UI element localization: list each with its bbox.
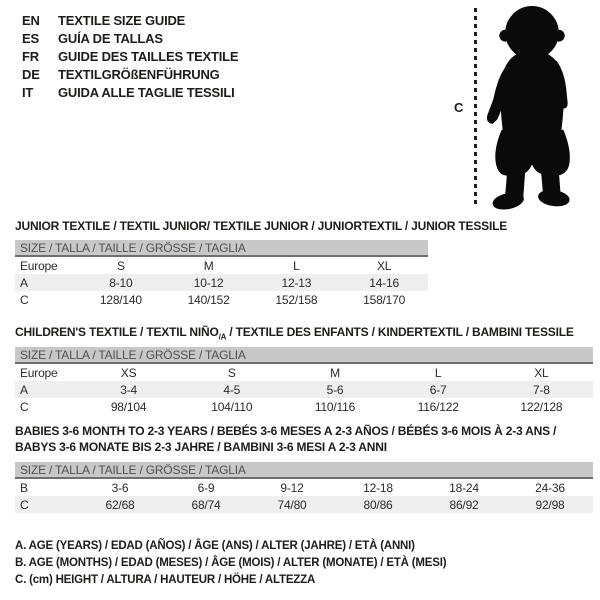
lang-label: TEXTILGRÖßENFÜHRUNG bbox=[58, 67, 220, 82]
cell: M bbox=[330, 365, 340, 380]
cell: 152/158 bbox=[275, 292, 318, 307]
row-label: A bbox=[20, 275, 28, 290]
footnote-a: A. AGE (YEARS) / EDAD (AÑOS) / ÂGE (ANS) / ALTER (JAHRE) / ETÀ (ANNI) bbox=[15, 540, 415, 552]
cell: 98/104 bbox=[110, 399, 147, 414]
babies-table bbox=[15, 479, 593, 513]
cell: 3-4 bbox=[120, 382, 137, 397]
cell: 3-6 bbox=[111, 480, 129, 495]
cell: 116/122 bbox=[417, 399, 459, 414]
table-row-months bbox=[15, 479, 593, 496]
lang-row-it bbox=[22, 84, 238, 102]
lang-label: TEXTILE SIZE GUIDE bbox=[58, 13, 186, 28]
lang-label: GUIDE DES TAILLES TEXTILE bbox=[58, 49, 239, 64]
footnote-b: B. AGE (MONTHS) / EDAD (MESES) / ÂGE (MOIS) / ALTER (MONATE) / ETÀ (MESI) bbox=[15, 557, 447, 569]
cell: 24-36 bbox=[535, 480, 565, 495]
table-row-age bbox=[15, 381, 593, 398]
cell: 6-7 bbox=[429, 382, 447, 397]
cell: 86/92 bbox=[449, 497, 479, 512]
footnote-c: C. (cm) HEIGHT / ALTURA / HAUTEUR / HÖHE / ALTEZZA bbox=[15, 574, 316, 586]
cell: S bbox=[227, 365, 236, 380]
table-row-height bbox=[15, 398, 593, 415]
language-title-list bbox=[22, 12, 238, 102]
cell: 9-12 bbox=[280, 480, 304, 495]
row-label: C bbox=[20, 292, 29, 307]
children-table bbox=[15, 364, 593, 415]
cell: L bbox=[434, 365, 442, 380]
cell: 4-5 bbox=[223, 382, 241, 397]
cell: 5-6 bbox=[326, 382, 344, 397]
lang-row-en bbox=[22, 12, 238, 30]
cell: 62/68 bbox=[105, 497, 135, 512]
lang-row-es bbox=[22, 30, 238, 48]
row-label: B bbox=[20, 480, 28, 495]
cell: 110/116 bbox=[314, 399, 356, 414]
cell: 18-24 bbox=[449, 480, 479, 495]
cell: XL bbox=[534, 365, 549, 380]
table-row-height bbox=[15, 291, 428, 308]
lang-code: DE bbox=[22, 67, 40, 82]
children-size-table bbox=[15, 347, 593, 415]
babies-size-table bbox=[15, 462, 593, 513]
cell: L bbox=[293, 258, 300, 273]
cell: 122/128 bbox=[520, 399, 563, 414]
cell: 128/140 bbox=[99, 292, 142, 307]
lang-row-fr bbox=[22, 48, 238, 66]
cell: 6-9 bbox=[197, 480, 215, 495]
cell: 12-13 bbox=[281, 275, 312, 290]
babies-title-line1: BABIES 3-6 MONTH TO 2-3 YEARS / BEBÉS 3-6 MESES A 2-3 AÑOS / BÉBÉS 3-6 MOIS À 2-3 ANS / bbox=[15, 424, 557, 438]
row-label: A bbox=[20, 382, 28, 397]
children-section-title bbox=[15, 324, 574, 345]
cell: 8-10 bbox=[109, 275, 133, 290]
children-title-sub: /A bbox=[218, 332, 227, 342]
cell: 74/80 bbox=[277, 497, 307, 512]
junior-section-title: JUNIOR TEXTILE / TEXTIL JUNIOR/ TEXTILE JUNIOR / JUNIORTEXTIL / JUNIOR TESSILE bbox=[15, 219, 508, 233]
cell: 10-12 bbox=[193, 275, 224, 290]
lang-code: EN bbox=[22, 13, 40, 28]
lang-label: GUÍA DE TALLAS bbox=[58, 31, 163, 46]
lang-code: ES bbox=[22, 31, 39, 46]
height-measure-dashed-line bbox=[474, 8, 477, 208]
cell: 158/170 bbox=[363, 292, 406, 307]
cell: 80/86 bbox=[363, 497, 393, 512]
legend-footnotes bbox=[15, 538, 446, 589]
baby-height-figure bbox=[440, 0, 600, 214]
height-measure-label: C bbox=[454, 100, 464, 115]
size-header-bar: SIZE / TALLA / TAILLE / GRÖSSE / TAGLIA bbox=[15, 462, 593, 479]
row-label: Europe bbox=[20, 365, 58, 380]
babies-title-line2: BABYS 3-6 MONATE BIS 2-3 JAHRE / BAMBINI 3-6 MESI A 2-3 ANNI bbox=[15, 440, 387, 454]
cell: M bbox=[203, 258, 214, 273]
row-label: C bbox=[20, 497, 29, 512]
lang-row-de bbox=[22, 66, 238, 84]
lang-label: GUIDA ALLE TAGLIE TESSILI bbox=[58, 85, 235, 100]
babies-section-title bbox=[15, 423, 556, 455]
baby-silhouette-icon bbox=[486, 4, 582, 210]
table-row-age bbox=[15, 274, 428, 291]
cell: 92/98 bbox=[535, 497, 565, 512]
row-label: Europe bbox=[20, 258, 58, 273]
size-header-bar: SIZE / TALLA / TAILLE / GRÖSSE / TAGLIA bbox=[15, 240, 428, 257]
row-label: C bbox=[20, 399, 29, 414]
size-header-bar: SIZE / TALLA / TAILLE / GRÖSSE / TAGLIA bbox=[15, 347, 593, 364]
junior-table bbox=[15, 257, 428, 308]
cell: 14-16 bbox=[369, 275, 399, 290]
cell: 68/74 bbox=[191, 497, 221, 512]
cell: XS bbox=[120, 365, 137, 380]
cell: 7-8 bbox=[533, 382, 550, 397]
lang-code: FR bbox=[22, 49, 39, 64]
children-title-suffix: / TEXTILE DES ENFANTS / KINDERTEXTIL / BAMBINI TESSILE bbox=[226, 325, 574, 339]
children-title-prefix: CHILDREN'S TEXTILE / TEXTIL NIÑO bbox=[15, 325, 219, 339]
cell: XL bbox=[376, 258, 392, 273]
cell: 104/110 bbox=[211, 399, 253, 414]
table-row-height bbox=[15, 496, 593, 513]
table-row-europe bbox=[15, 257, 428, 274]
lang-code: IT bbox=[22, 85, 34, 100]
table-row-europe bbox=[15, 364, 593, 381]
cell: S bbox=[116, 258, 125, 273]
cell: 140/152 bbox=[187, 292, 230, 307]
junior-size-table bbox=[15, 240, 428, 308]
cell: 12-18 bbox=[363, 480, 393, 495]
